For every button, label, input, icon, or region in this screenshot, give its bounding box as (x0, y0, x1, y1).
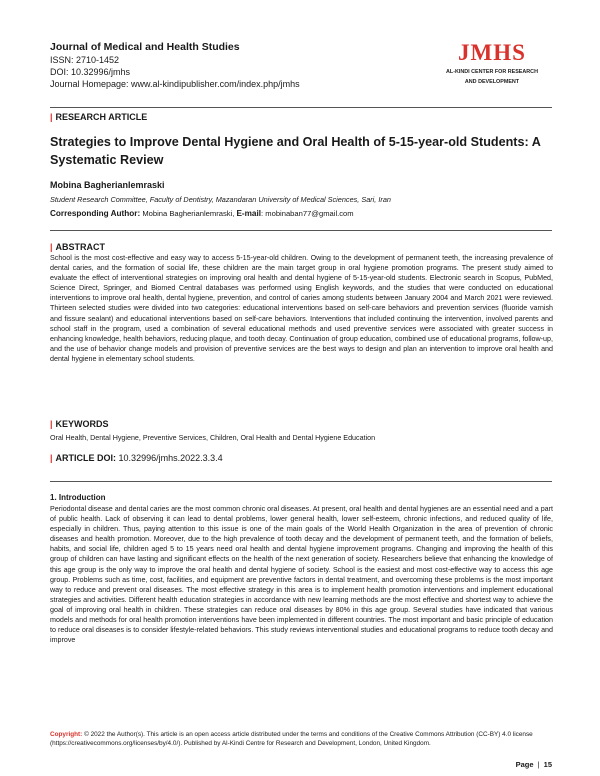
article-type-label: RESEARCH ARTICLE (55, 112, 148, 122)
header-divider (50, 107, 552, 108)
journal-info (50, 40, 430, 90)
section-bar-icon: | (50, 112, 53, 122)
keywords-heading-label: KEYWORDS (55, 419, 109, 429)
page-label: Page (515, 760, 534, 769)
copyright-label: Copyright: (50, 731, 83, 738)
author-affiliation: Student Research Committee, Faculty of Dentistry, Mazandaran University of Medical Sciences, Sari, Iran (50, 195, 391, 204)
jmhs-logo (428, 40, 556, 86)
article-type (50, 111, 147, 123)
section-bar-icon: | (50, 453, 53, 463)
journal-name: Journal of Medical and Health Studies (50, 41, 240, 53)
article-doi-label: ARTICLE DOI: (55, 453, 117, 463)
corresponding-author (50, 208, 354, 219)
section-bar-icon: | (50, 242, 53, 252)
introduction-heading: 1. Introduction (50, 493, 106, 502)
keywords-text: Oral Health, Dental Hygiene, Preventive Services, Children, Oral Health and Dental Hygiene Education (50, 434, 376, 442)
corresponding-name: Mobina Bagherianlemraski, (142, 209, 235, 218)
intro-divider (50, 481, 552, 482)
journal-issn: ISSN: 2710-1452 (50, 55, 120, 65)
logo-subtitle-line2: AND DEVELOPMENT (464, 79, 520, 85)
paper-title: Strategies to Improve Dental Hygiene and Oral Health of 5-15-year-old Students: A Systematic Review (50, 135, 541, 167)
email-label: E-mail (236, 209, 262, 218)
page-separator: | (537, 760, 540, 769)
author-name: Mobina Bagherianlemraski (50, 180, 165, 190)
abstract-heading-label: ABSTRACT (55, 242, 106, 252)
copyright-notice (50, 730, 555, 748)
abstract-divider (50, 230, 552, 231)
article-doi-value[interactable]: 10.32996/jmhs.2022.3.3.4 (118, 453, 223, 463)
copyright-text: © 2022 the Author(s). This article is an open access article distributed under the terms and conditions of the Creative Commons Attribution (CC-BY) 4.0 license (https://creativecommons.org/licenses/by/4.0/). Published by Al-Kindi Centre for Research and Development, London, United Kingdom. (50, 731, 533, 747)
keywords-heading (50, 418, 109, 430)
abstract-heading (50, 241, 105, 253)
page-number-value: 15 (543, 760, 552, 769)
article-doi (50, 452, 223, 464)
section-bar-icon: | (50, 419, 53, 429)
corresponding-email[interactable]: : mobinaban77@gmail.com (261, 209, 354, 218)
journal-doi: DOI: 10.32996/jmhs (50, 67, 131, 77)
abstract-text: School is the most cost-effective and easy way to access 5-15-year-old children. Owing to the development of permanent teeth, the increasing prevalence of dental caries, and the formation of social life, these children are the main target group in oral hygiene promotion programs. The present study aimed to evaluate the effect of interventional strategies on improving oral health and dental hygiene of 5-15-year-old students. Electronic search in Scopus, PubMed, Science Direct, Springer, and Biomed Central databases was performed using English keywords, and the studies that were conducted on educational interventions to improve oral health, dental hygiene, prevention, and control of caries among students between January 2004 and March 2021 were reviewed. Thirteen selected studies were divided into two categories: educational interventions based on self-care behaviors and prevention services (fluoride varnish and fissure sealant) and educational interventions based on self-care behaviors. Interventions that included continuing the intervention, involved parents and school staff in the program, used a combination of several educational methods and used preventive services were associated with greater success in enhancing knowledge, health behaviors, reducing plaque, and tooth decay. Continuation of group education, combined use of educational programs, follow-up, and the use of behavior change models and provision of preventive services are the best ways to design and plan an intervention to improve oral health and dental hygiene in elementary school students. (50, 254, 553, 363)
corresponding-label: Corresponding Author: (50, 209, 141, 218)
page-number (516, 760, 552, 769)
introduction-text: Periodontal disease and dental caries are the most common chronic oral diseases. At present, oral health and dental hygienes are an essential need and a part of public health. Lack of observing it can lead to dental problems, lower general health, lower self-esteem, chronic infections, and reduced quality of life, especially in children. Thus, paying attention to this issue is one of the main goals of the World Health Organization in the area of prevention of chronic diseases and health promotion. Moreover, due to the high prevalence of tooth decay and the development of permanent teeth, and the formation of beliefs, habits, and social life, children aged 5 to 15 years need oral health and dental hygiene improvement programs. Changing and improving the health of this group of children can have lasting and significant effects on the health of the next generation of society. Researchers believe that enhancing the knowledge of this age group is the only way to improve the oral health and dental hygiene of society. School is the easiest and most cost-effective way to access this age group. Problems such as time, cost, facilities, and equipment are preventive factors in dental treatment, and overcoming these problems is the most important way to reduce and prevent oral diseases. The most effective strategy in this area is to implement health promotion interventions and implement educational strategies and activities. Different health education strategies in accordance with new learning methods are the most effective and shortest way to achieve the goal of improving oral health in children. These strategies can reduce oral diseases by 80% in this age group. Several studies have indicated that various models and methods for oral health promotion interventions have been implemented in different countries. The most important and basic principle of education to reduce oral diseases is to consider lifestyle-related behaviors. This study reviews interventional studies and educational programs to reduce tooth decay and improve (50, 505, 553, 645)
logo-subtitle-line1: AL-KINDI CENTER FOR RESEARCH (446, 69, 538, 75)
logo-mark: JMHS (458, 40, 526, 65)
journal-homepage[interactable]: Journal Homepage: www.al-kindipublisher.com/index.php/jmhs (50, 79, 300, 89)
